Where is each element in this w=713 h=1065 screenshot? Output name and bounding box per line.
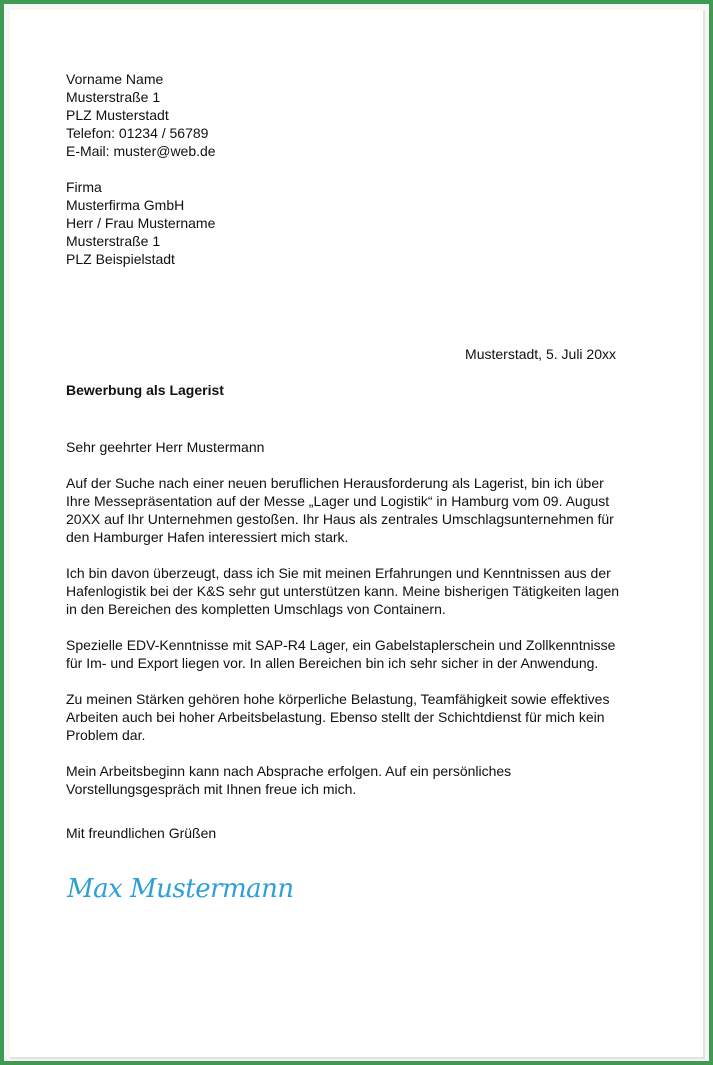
sender-name: Vorname Name <box>66 71 164 87</box>
recipient-city: PLZ Beispielstadt <box>66 251 175 267</box>
closing: Mit freundlichen Grüßen <box>66 825 217 841</box>
sender-phone: Telefon: 01234 / 56789 <box>66 125 209 141</box>
sender-city: PLZ Musterstadt <box>66 107 169 123</box>
letter <box>66 70 646 904</box>
paragraph-line: Problem dar. <box>66 727 146 743</box>
salutation: Sehr geehrter Herr Mustermann <box>66 439 265 455</box>
body-paragraph <box>66 690 641 744</box>
recipient-company: Musterfirma GmbH <box>66 197 185 213</box>
sender-street: Musterstraße 1 <box>66 89 161 105</box>
paragraph-line: Mein Arbeitsbeginn kann nach Absprache erfolgen. Auf ein persönliches <box>66 763 512 779</box>
recipient-address <box>66 178 646 268</box>
body-paragraph <box>66 636 641 672</box>
paragraph-line: Hafenlogistik bei der K&S sehr gut unterstützen kann. Meine bisherigen Tätigkeiten lagen <box>66 583 620 599</box>
recipient-street: Musterstraße 1 <box>66 233 161 249</box>
paragraph-line: Vorstellungsgespräch mit Ihnen freue ich mich. <box>66 781 357 797</box>
letter-date: Musterstadt, 5. Juli 20xx <box>465 346 616 362</box>
body-paragraph <box>66 474 641 546</box>
signature-graphic <box>66 865 294 909</box>
paragraph-line: den Hamburger Hafen interessiert mich stark. <box>66 529 349 545</box>
paragraph-line: Zu meinen Stärken gehören hohe körperliche Belastung, Teamfähigkeit sowie effektives <box>66 691 610 707</box>
signature-text: Max Mustermann <box>67 874 294 904</box>
signature <box>66 865 294 913</box>
paragraph-line: Spezielle EDV-Kenntnisse mit SAP-R4 Lager, ein Gabelstaplerschein und Zollkenntnisse <box>66 637 616 653</box>
paragraph-line: für Im- und Export liegen vor. In allen Bereichen bin ich sehr sicher in der Anwendung. <box>66 655 599 671</box>
paragraph-line: Ihre Messepräsentation auf der Messe „Lager und Logistik“ in Hamburg vom 09. August <box>66 493 610 509</box>
letter-subject: Bewerbung als Lagerist <box>66 382 224 398</box>
paragraph-line: Auf der Suche nach einer neuen beruflichen Herausforderung als Lagerist, bin ich über <box>66 475 604 491</box>
paragraph-line: Ich bin davon überzeugt, dass ich Sie mit meinen Erfahrungen und Kenntnissen aus der <box>66 565 611 581</box>
body-paragraph <box>66 564 641 618</box>
recipient-contact: Herr / Frau Mustername <box>66 215 216 231</box>
letter-body <box>66 438 641 860</box>
body-paragraph <box>66 762 641 798</box>
paragraph-line: 20XX auf Ihr Unternehmen gestoßen. Ihr Haus als zentrales Umschlagsunternehmen für <box>66 511 614 527</box>
recipient-label: Firma <box>66 179 102 195</box>
paragraph-line: in den Bereichen des kompletten Umschlags von Containern. <box>66 601 446 617</box>
sender-email: E-Mail: muster@web.de <box>66 143 216 159</box>
sender-address <box>66 70 646 160</box>
paragraph-line: Arbeiten auch bei hoher Arbeitsbelastung. Ebenso stellt der Schichtdienst für mich kein <box>66 709 605 725</box>
paragraphs <box>66 474 641 798</box>
